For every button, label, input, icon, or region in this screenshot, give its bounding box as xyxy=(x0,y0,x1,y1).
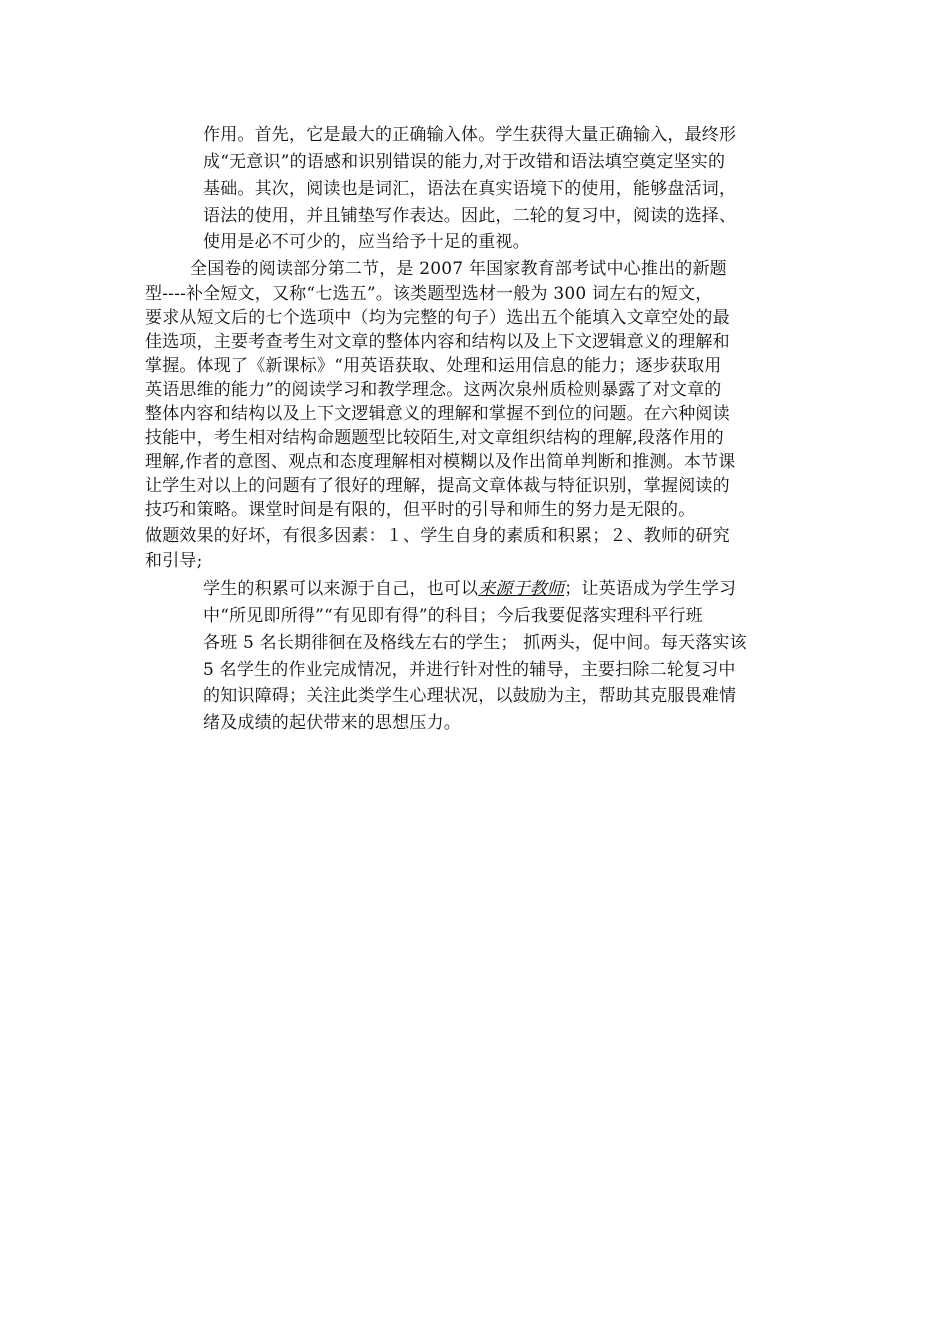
text-line: 佳选项，主要考查考生对文章的整体内容和结构以及上下文逻辑意义的理解和 xyxy=(145,332,730,352)
text-line: 要求从短文后的七个选项中（均为完整的句子）选出五个能填入文章空处的最 xyxy=(145,308,730,328)
text-segment: ；让英语成为学生学习 xyxy=(564,579,737,599)
text-line: 成“无意识”的语感和识别错误的能力,对于改错和语法填空奠定坚实的 xyxy=(203,152,726,172)
text-line: 型----补全短文，又称“七选五”。该类题型选材一般为 300 词左右的短文， xyxy=(145,284,713,304)
text-line: 英语思维的能力”的阅读学习和教学理念。这两次泉州质检则暴露了对文章的 xyxy=(145,380,722,400)
paragraph-first-line: 全国卷的阅读部分第二节，是 2007 年国家教育部考试中心推出的新题 xyxy=(190,259,727,279)
text-line: 中“所见即所得”“有见即有得”的科目；今后我要促落实理科平行班 xyxy=(203,606,703,626)
text-line: 基础。其次，阅读也是词汇，语法在真实语境下的使用，能够盘活词， xyxy=(203,179,737,199)
text-line: 让学生对以上的问题有了很好的理解，提高文章体裁与特征识别，掌握阅读的 xyxy=(145,476,730,496)
text-line: 技巧和策略。课堂时间是有限的，但平时的引导和师生的努力是无限的。 xyxy=(145,500,696,520)
text-line: 整体内容和结构以及上下文逻辑意义的理解和掌握不到位的问题。在六种阅读 xyxy=(145,404,730,424)
text-line: 技能中，考生相对结构命题题型比较陌生,对文章组织结构的理解,段落作用的 xyxy=(145,428,724,448)
text-line: 绪及成绩的起伏带来的思想压力。 xyxy=(203,713,461,733)
text-line: 语法的使用，并且铺垫写作表达。因此，二轮的复习中，阅读的选择、 xyxy=(203,206,737,226)
text-line: 各班 5 名长期徘徊在及格线左右的学生； 抓两头，促中间。每天落实该 xyxy=(203,633,747,653)
text-line: 5 名学生的作业完成情况，并进行针对性的辅导，主要扫除二轮复习中 xyxy=(203,660,736,680)
text-line: 理解,作者的意图、观点和态度理解相对模糊以及作出简单判断和推测。本节课 xyxy=(145,452,736,472)
text-line: 使用是必不可少的，应当给予十足的重视。 xyxy=(203,232,530,252)
text-line: 掌握。体现了《新课标》“用英语获取、处理和运用信息的能力；逐步获取用 xyxy=(145,356,722,376)
text-segment: 学生的积累可以来源于自己，也可以 xyxy=(203,579,479,599)
emphasized-text: 来源于教师 xyxy=(478,579,565,599)
text-line-with-emphasis xyxy=(203,577,736,601)
text-line: 作用。首先，它是最大的正确输入体。学生获得大量正确输入，最终形 xyxy=(203,125,737,145)
paragraph-first-line: 做题效果的好坏，有很多因素：１、学生自身的素质和积累；２、教师的研究 xyxy=(145,526,730,546)
text-line: 的知识障碍；关注此类学生心理状况，以鼓励为主，帮助其克服畏难情 xyxy=(203,686,737,706)
text-line: 和引导; xyxy=(145,551,203,571)
